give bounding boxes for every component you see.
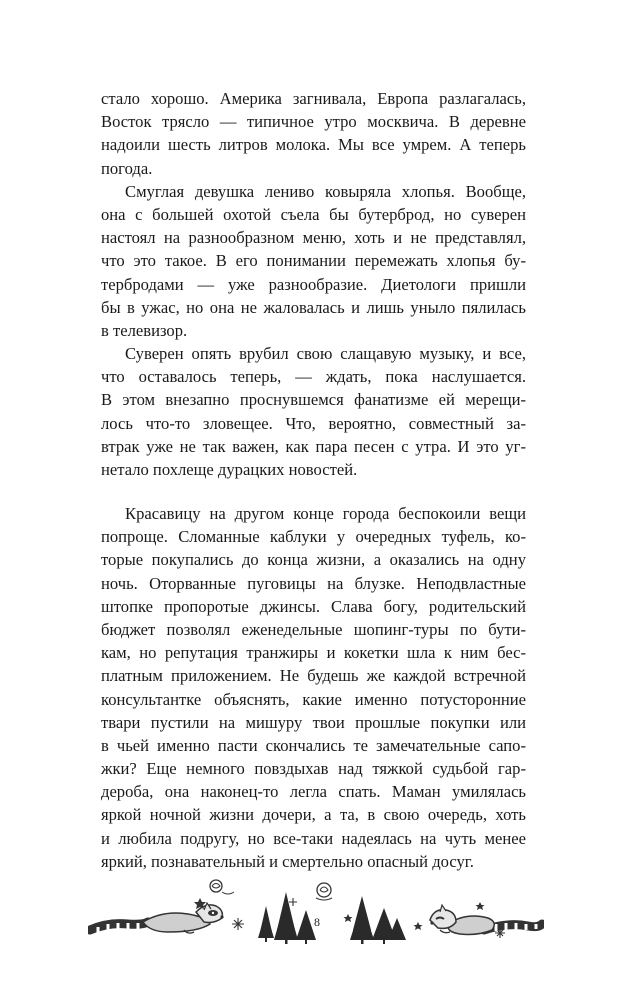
page-number: 8 — [314, 915, 320, 929]
text-line: в телевизор. — [101, 320, 188, 340]
raccoon-sleeping-icon — [430, 905, 542, 935]
text-line: Красавицу на другом конце города беспокоили вещи — [125, 504, 526, 523]
text-line: Восток трясло — типичное утро москвича. В деревне — [101, 112, 526, 132]
text-line: Суверен опять врубил свою слащавую музыку, и все, — [125, 344, 526, 364]
text-line: торые покупались до конца жизни, а оказались на одну — [101, 550, 526, 570]
text-block-bottom — [101, 502, 526, 873]
text-line: надоили шесть литров молока. Мы все умрем. А теперь — [101, 135, 526, 155]
fir-tree-icon — [258, 892, 316, 944]
text-line: и любила подругу, но все-таки надеялась на чуть менее — [101, 828, 526, 848]
text-line: В этом внезапно проснувшемся фанатизме ей мерещи- — [101, 390, 526, 410]
text-line: настоял на разнообразном меню, хоть и не представлял, — [101, 228, 526, 248]
rose-icon — [210, 880, 234, 894]
text-line: платным приложением. Не будешь же каждой встречной — [101, 666, 526, 686]
paragraph-2 — [101, 180, 526, 342]
text-line: Смуглая девушка лениво ковыряла хлопья. Вообще, — [125, 181, 526, 201]
text-line: она с большей охотой съела бы бутерброд, но суверен — [101, 204, 526, 224]
text-line: яркий, познавательный и смертельно опасный досуг. — [101, 851, 474, 871]
text-line: бюджет позволял еженедельные шопинг-туры по бути- — [101, 619, 526, 639]
text-line: стало хорошо. Америка загнивала, Европа разлагалась, — [101, 89, 526, 108]
text-line: твари пустили на мишуру твои прошлые покупки или — [101, 712, 526, 732]
text-line: жки? Еще немного повздыхав над тяжкой судьбой гар- — [101, 759, 526, 779]
text-line: попроще. Сломанные каблуки у очередных туфель, ко- — [101, 527, 526, 547]
footer-ornament — [88, 872, 544, 944]
text-line: штопке пропоротые джинсы. Слава богу, родительский — [101, 596, 526, 616]
text-line: втрак уже не так важен, как пара песен с утра. И это уг- — [101, 436, 526, 456]
text-line: нетало похлеще дурацких новостей. — [101, 460, 358, 479]
text-line: в чьей именно пасти скончались те замечательные сапо- — [101, 735, 526, 755]
text-line: погода. — [101, 158, 153, 178]
text-line: консультантке объяснять, какие именно потусторонние — [101, 689, 526, 709]
rose-icon — [316, 883, 332, 900]
paragraph-4 — [101, 502, 526, 873]
text-line: тербродами — уже разнообразие. Диетологи пришли — [101, 274, 526, 294]
text-block-top — [101, 87, 526, 481]
text-line: яркой ночной жизни дочери, а та, в свою очередь, хоть — [101, 805, 526, 825]
fir-tree-icon — [350, 896, 406, 944]
text-line: бы в ужас, но она не жаловалась и лишь уныло пялилась — [101, 297, 526, 317]
paragraph-3 — [101, 342, 526, 481]
text-line: что оставалось теперь, — ждать, пока наслушается. — [101, 367, 526, 387]
text-line: что это такое. В его понимании перемежать хлопья бу- — [101, 251, 526, 271]
text-line: ночь. Оторванные пуговицы на блузке. Неподвластные — [101, 573, 526, 593]
text-line: лось что-то зловещее. Что, вероятно, совместный за- — [101, 413, 526, 433]
text-line: дероба, она наконец-то легла спать. Маман умилялась — [101, 782, 526, 802]
paragraph-1 — [101, 87, 526, 180]
text-line: кам, но репутация транжиры и кокетки шла к ним бес- — [101, 643, 526, 663]
